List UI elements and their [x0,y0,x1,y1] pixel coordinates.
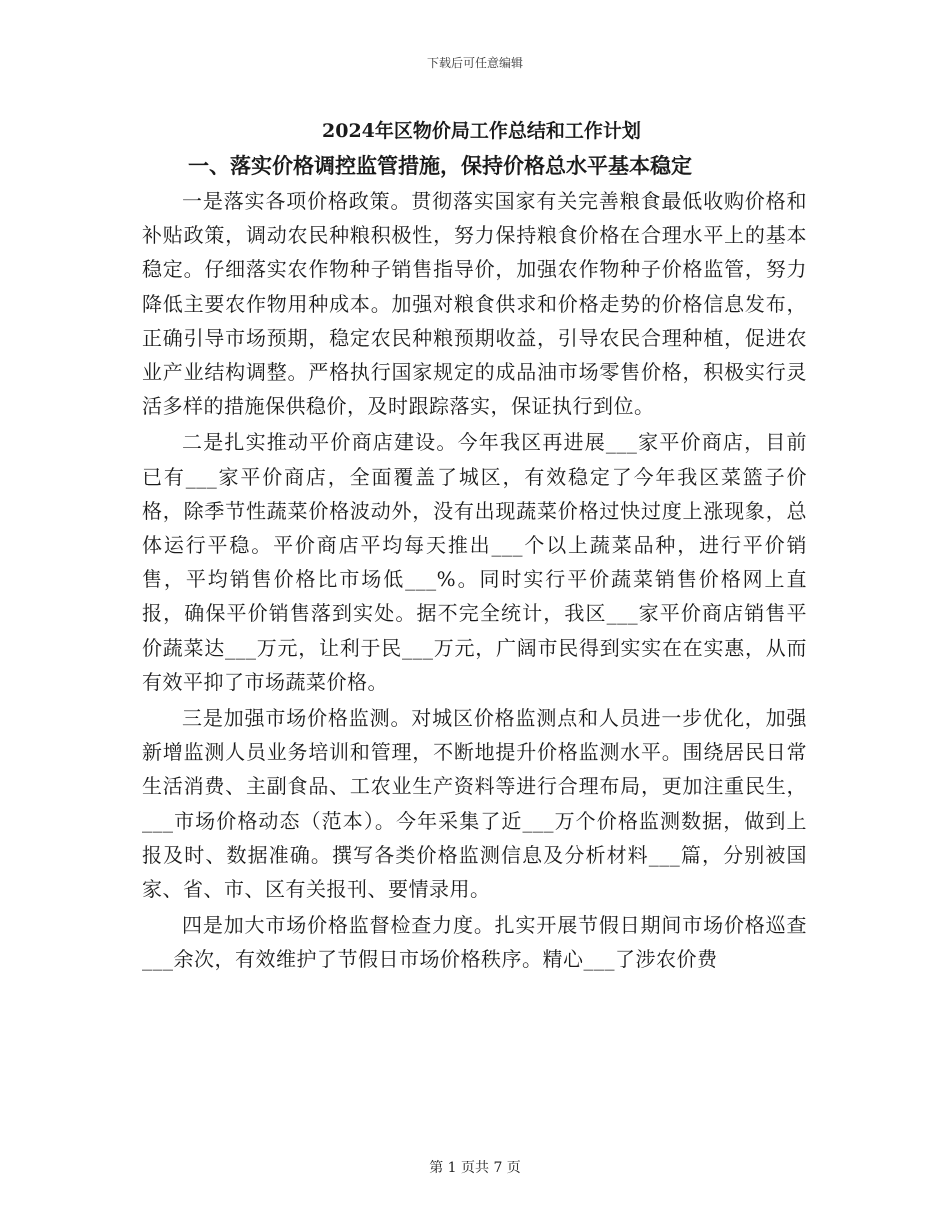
paragraph-3: 三是加强市场价格监测。对城区价格监测点和人员进一步优化，加强新增监测人员业务培训和管理，不断地提升价格监测水平。围绕居民日常生活消费、主副食品、工农业生产资料等进行合理布局，更加注重民生，___市场价格动态（范本）。今年采集了近___万个价格监测数据，做到上报及时、数据准确。撰写各类价格监测信息及分析材料___篇，分别被国家、省、市、区有关报刊、要情录用。 [142,706,807,902]
paragraph-1: 一是落实各项价格政策。贯彻落实国家有关完善粮食最低收购价格和补贴政策，调动农民种粮积极性，努力保持粮食价格在合理水平上的基本稳定。仔细落实农作物种子销售指导价，加强农作物种子价格监管，努力降低主要农作物用种成本。加强对粮食供求和价格走势的价格信息发布，正确引导市场预期，稳定农民种粮预期收益，引导农民合理种植，促进农业产业结构调整。严格执行国家规定的成品油市场零售价格，积极实行灵活多样的措施保供稳价，及时跟踪落实，保证执行到位。 [142,189,807,419]
section-heading: 一、落实价格调控监管措施，保持价格总水平基本稳定 [188,153,692,178]
paragraph-4: 四是加大市场价格监督检查力度。扎实开展节假日期间市场价格巡查___余次，有效维护了节假日市场价格秩序。精心___了涉农价费 [142,913,807,972]
paragraph-2: 二是扎实推动平价商店建设。今年我区再进展___家平价商店，目前已有___家平价商店，全面覆盖了城区，有效稳定了今年我区菜篮子价格，除季节性蔬菜价格波动外，没有出现蔬菜价格过快过度上涨现象，总体运行平稳。平价商店平均每天推出___个以上蔬菜品种，进行平价销售，平均销售价格比市场低___%。同时实行平价蔬菜销售价格网上直报，确保平价销售落到实处。据不完全统计，我区___家平价商店销售平价蔬菜达___万元，让利于民___万元，广阔市民得到实实在在实惠，从而有效平抑了市场蔬菜价格。 [142,430,807,694]
header-note: 下载后可任意编辑 [426,56,523,70]
page-footer: 第 1 页共 7 页 [429,1160,521,1176]
document-body [142,184,807,977]
document-title: 2024年区物价局工作总结和工作计划 [322,120,641,142]
